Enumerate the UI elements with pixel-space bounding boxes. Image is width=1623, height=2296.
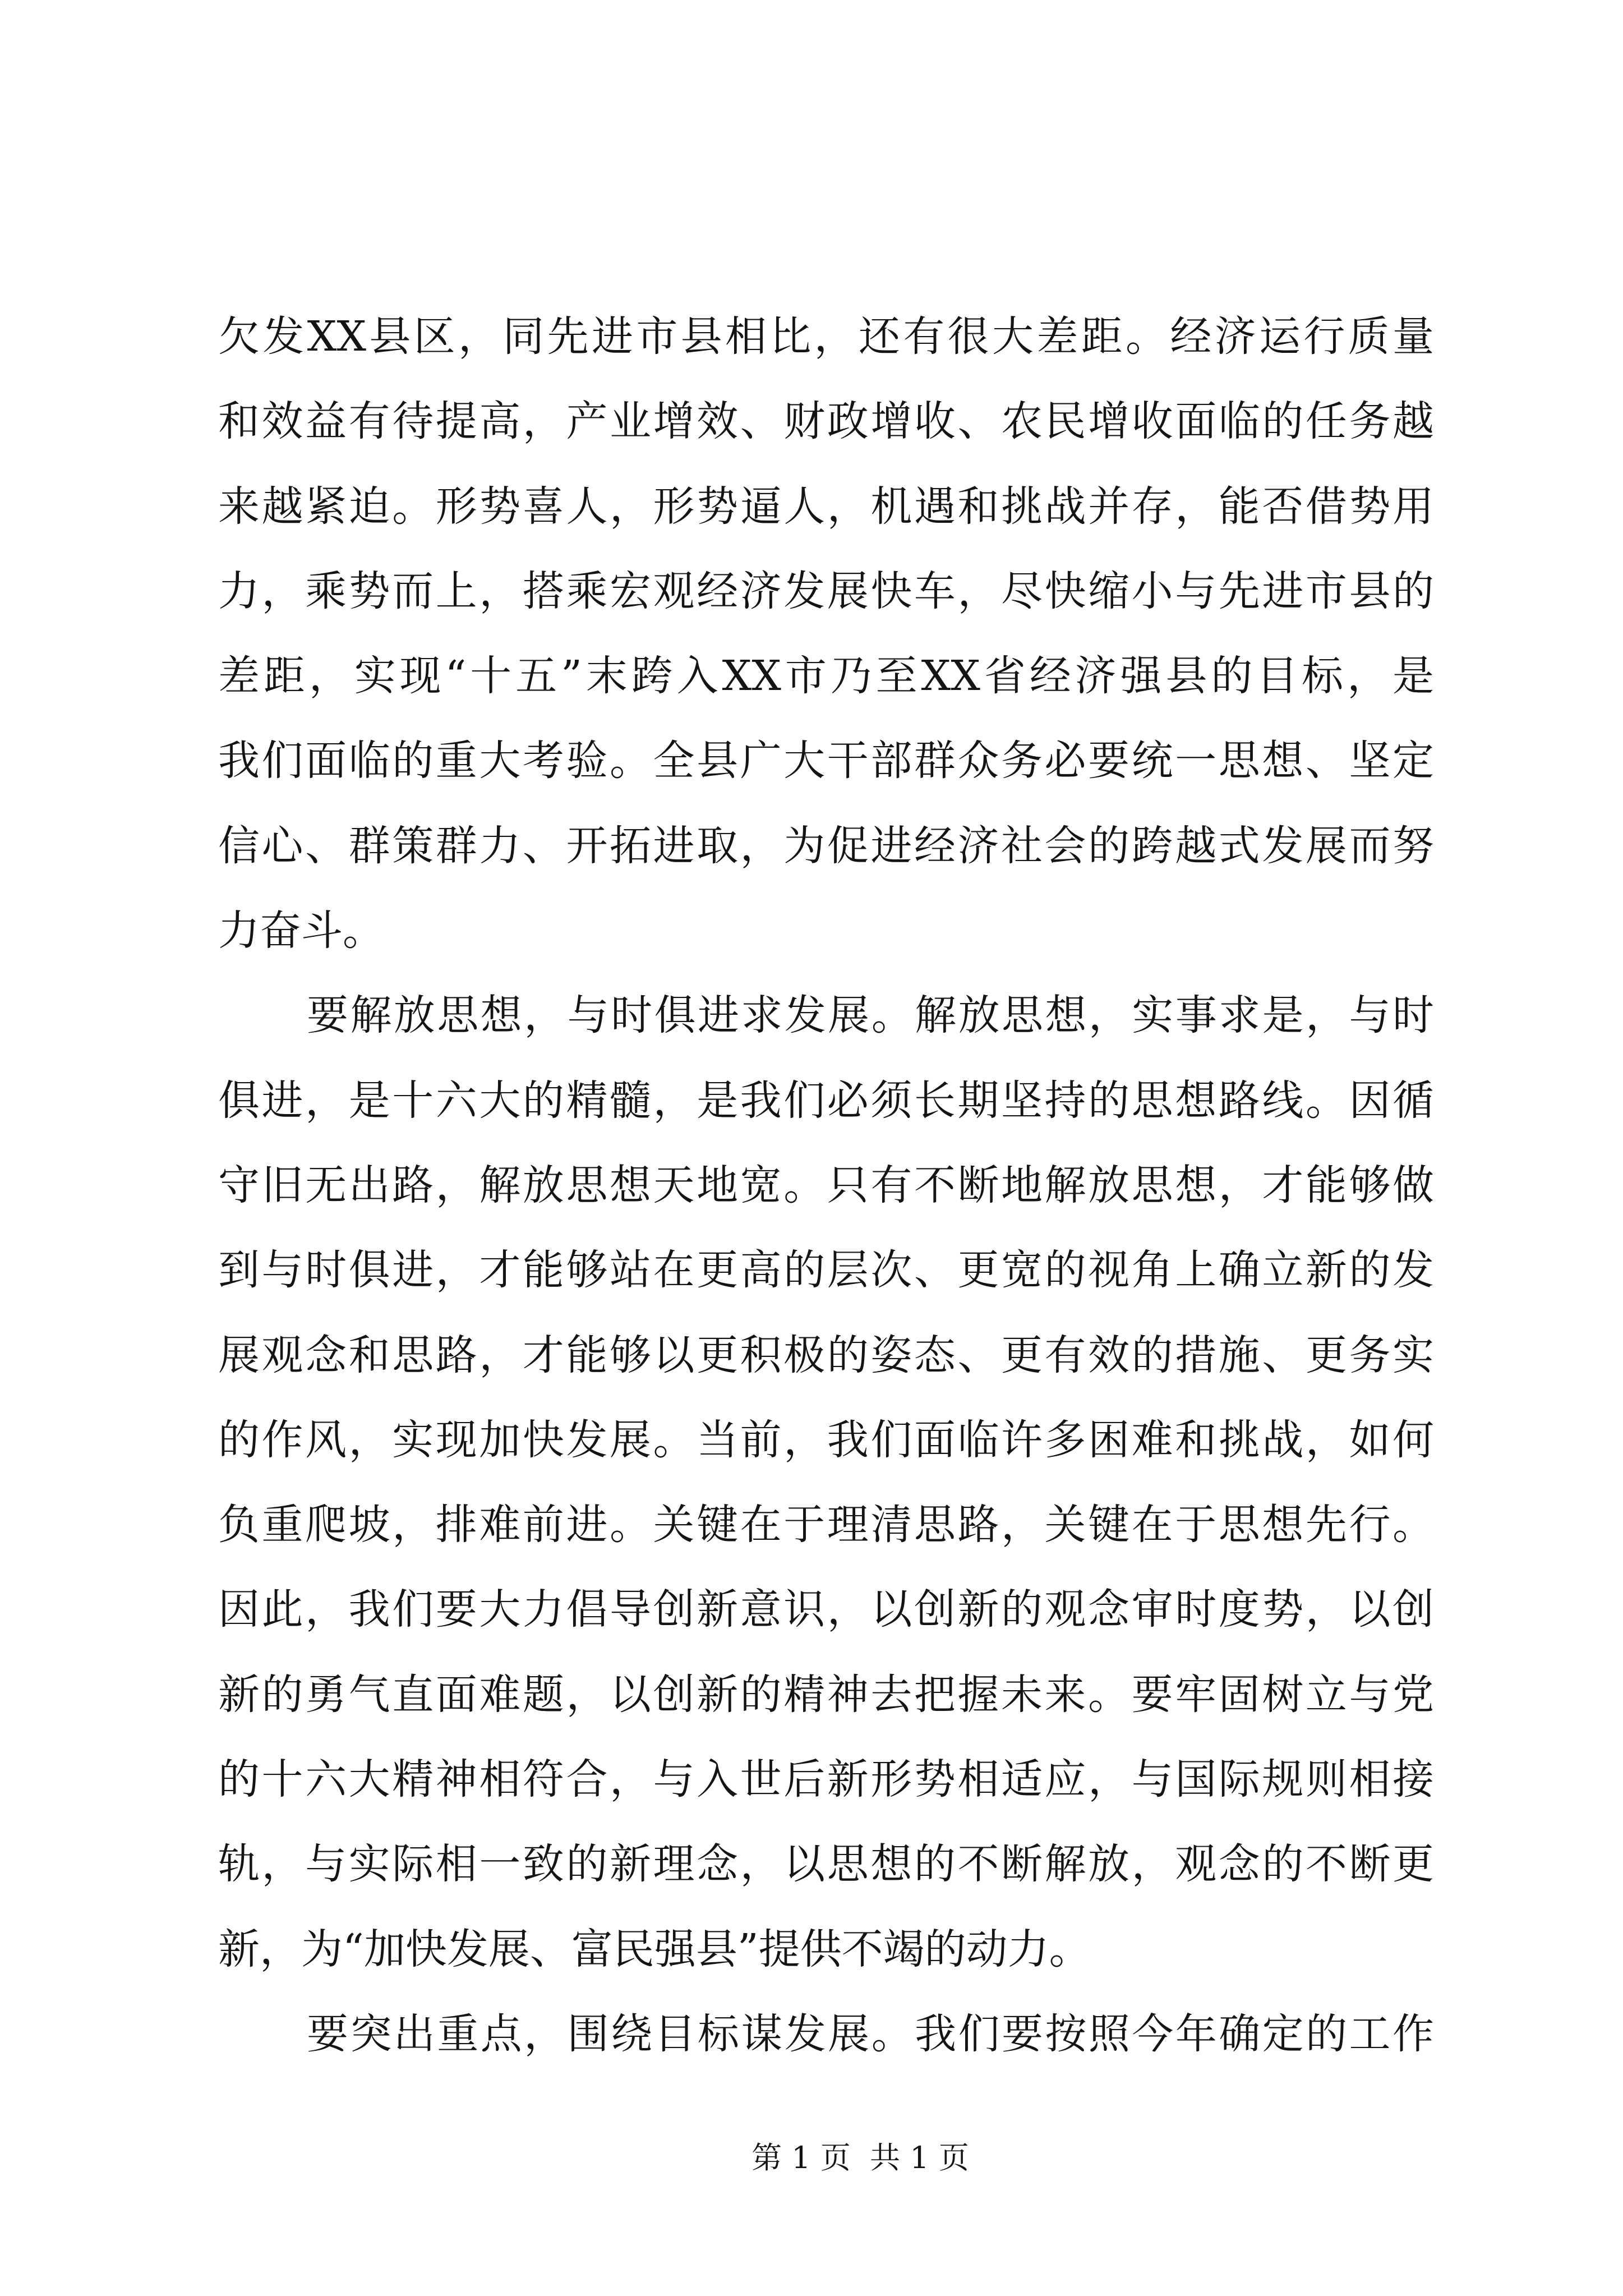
paragraph — [218, 973, 1434, 1992]
text-line: 要突出重点，围绕目标谋发展。我们要按照今年确定的工作 — [307, 2009, 1434, 2058]
paragraph — [218, 1992, 1434, 2077]
text-line: 我们面临的重大考验。全县广大干部群众务必要统一思想、坚定 — [218, 737, 1434, 785]
text-line: 展观念和思路，才能够以更积极的姿态、更有效的措施、更务实 — [218, 1331, 1434, 1379]
text-line: 负重爬坡，排难前进。关键在于理清思路，关键在于思想先行。 — [218, 1501, 1434, 1549]
document-body — [218, 295, 1434, 2077]
text-line: 来越紧迫。形势喜人，形势逼人，机遇和挑战并存，能否借势用 — [218, 482, 1434, 531]
text-line: 新的勇气直面难题，以创新的精神去把握未来。要牢固树立与党 — [218, 1670, 1434, 1719]
text-line: 因此，我们要大力倡导创新意识，以创新的观念审时度势，以创 — [218, 1585, 1434, 1634]
text-line: 守旧无出路，解放思想天地宽。只有不断地解放思想，才能够做 — [218, 1161, 1434, 1209]
text-line: 和效益有待提高，产业增效、财政增收、农民增收面临的任务越 — [218, 397, 1434, 446]
page-number-footer: 第 1 页 共 1 页 — [751, 2140, 969, 2175]
text-line: 轨，与实际相一致的新理念，以思想的不断解放，观念的不断更 — [218, 1840, 1434, 1889]
paragraph — [218, 295, 1434, 973]
text-line: 的十六大精神相符合，与入世后新形势相适应，与国际规则相接 — [218, 1755, 1434, 1804]
text-line: 要解放思想，与时俱进求发展。解放思想，实事求是，与时 — [307, 991, 1434, 1040]
text-line: 信心、群策群力、开拓进取，为促进经济社会的跨越式发展而努 — [218, 821, 1434, 870]
text-line: 的作风，实现加快发展。当前，我们面临许多困难和挑战，如何 — [218, 1415, 1434, 1464]
text-line: 力，乘势而上，搭乘宏观经济发展快车，尽快缩小与先进市县的 — [218, 567, 1434, 615]
text-line: 新，为“加快发展、富民强县”提供不竭的动力。 — [218, 1925, 1091, 1973]
text-line: 力奋斗。 — [218, 907, 384, 955]
text-line: 欠发XX县区，同先进市县相比，还有很大差距。经济运行质量 — [218, 312, 1434, 361]
text-line: 到与时俱进，才能够站在更高的层次、更宽的视角上确立新的发 — [218, 1246, 1434, 1295]
text-line: 差距，实现“十五”末跨入XX市乃至XX省经济强县的目标，是 — [218, 652, 1434, 701]
text-line: 俱进，是十六大的精髓，是我们必须长期坚持的思想路线。因循 — [218, 1076, 1434, 1125]
